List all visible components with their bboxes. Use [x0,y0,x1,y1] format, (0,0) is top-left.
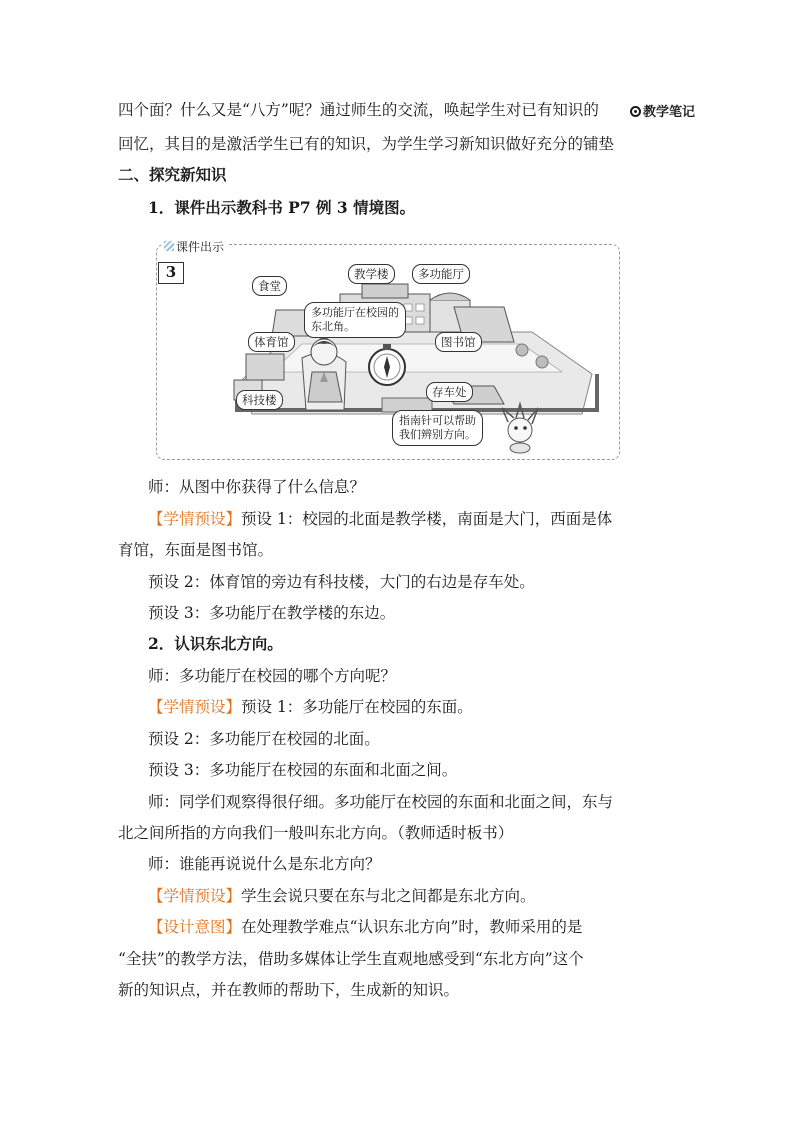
speech-line: 指南针可以帮助 [399,414,476,427]
label-science-building: 科技楼 [236,390,283,410]
paragraph-line: 回忆，其目的是激活学生已有的知识，为学生学习新知识做好充分的铺垫 [118,135,615,153]
label-canteen: 食堂 [252,276,287,296]
tag-learning-preset: 【学情预设】 [148,698,242,716]
item-heading: 2．认识东北方向。 [148,634,283,653]
tag-learning-preset: 【学情预设】 [148,887,242,905]
section-heading: 二、探究新知识 [118,165,227,184]
label-library: 图书馆 [435,332,482,352]
speech-line: 东北角。 [311,320,355,333]
teacher-question: 师：谁能再说说什么是东北方向？ [148,855,381,873]
speech-line: 我们辨别方向。 [399,428,476,441]
preset-line: 预设 2：多功能厅在校园的北面。 [148,730,380,748]
paragraph-line: 四个面？什么又是“八方”呢？通过师生的交流，唤起学生对已有知识的 [118,101,599,119]
preset-line: 【学情预设】预设 1：多功能厅在校园的东面。 [148,698,473,716]
target-icon [630,106,641,117]
label-gym: 体育馆 [248,332,295,352]
campus-scene [232,262,620,460]
paragraph-line: 育馆，东面是图书馆。 [118,541,274,559]
tag-learning-preset: 【学情预设】 [148,510,242,528]
preset-line: 【学情预设】学生会说只要在东与北之间都是东北方向。 [148,887,536,905]
label-multi-function-hall: 多功能厅 [412,264,470,284]
design-intent-line: 【设计意图】在处理教学难点“认识东北方向”时，教师采用的是 [148,918,583,936]
speech-line: 多功能厅在校园的 [311,306,399,319]
preset-line: 预设 2：体育馆的旁边有科技楼，大门的右边是存车处。 [148,573,535,591]
teacher-question: 师：多功能厅在校园的哪个方向呢？ [148,667,397,685]
paragraph-line: 北之间所指的方向我们一般叫东北方向。（教师适时板书） [118,824,514,842]
item-heading: 1．课件出示教科书 P7 例 3 情境图。 [148,198,416,217]
preset-line: 预设 3：多功能厅在校园的东面和北面之间。 [148,761,458,779]
girl-speech-bubble [304,302,406,338]
tag-design-intent: 【设计意图】 [148,918,242,936]
paragraph-line: 师：同学们观察得很仔细。多功能厅在校园的东面和北面之间，东与 [148,793,614,811]
paragraph-line: “全扶”的教学方法，借助多媒体让学生直观地感受到“东北方向”这个 [118,950,584,968]
teaching-notes-label: 教学笔记 [630,101,695,120]
stripes-icon [164,241,174,251]
label-teaching-building: 教学楼 [348,264,395,284]
preset-line: 预设 3：多功能厅在教学楼的东边。 [148,604,396,622]
paragraph-line: 新的知识点，并在教师的帮助下，生成新的知识。 [118,981,460,999]
mascot-speech-bubble [392,410,483,446]
example-number: 3 [158,262,184,284]
label-bike-shed: 存车处 [426,382,473,402]
teacher-question: 师：从图中你获得了什么信息？ [148,478,366,496]
figure-label: 课件出示 [162,238,228,255]
preset-line: 【学情预设】预设 1：校园的北面是教学楼，南面是大门，西面是体 [148,510,613,528]
